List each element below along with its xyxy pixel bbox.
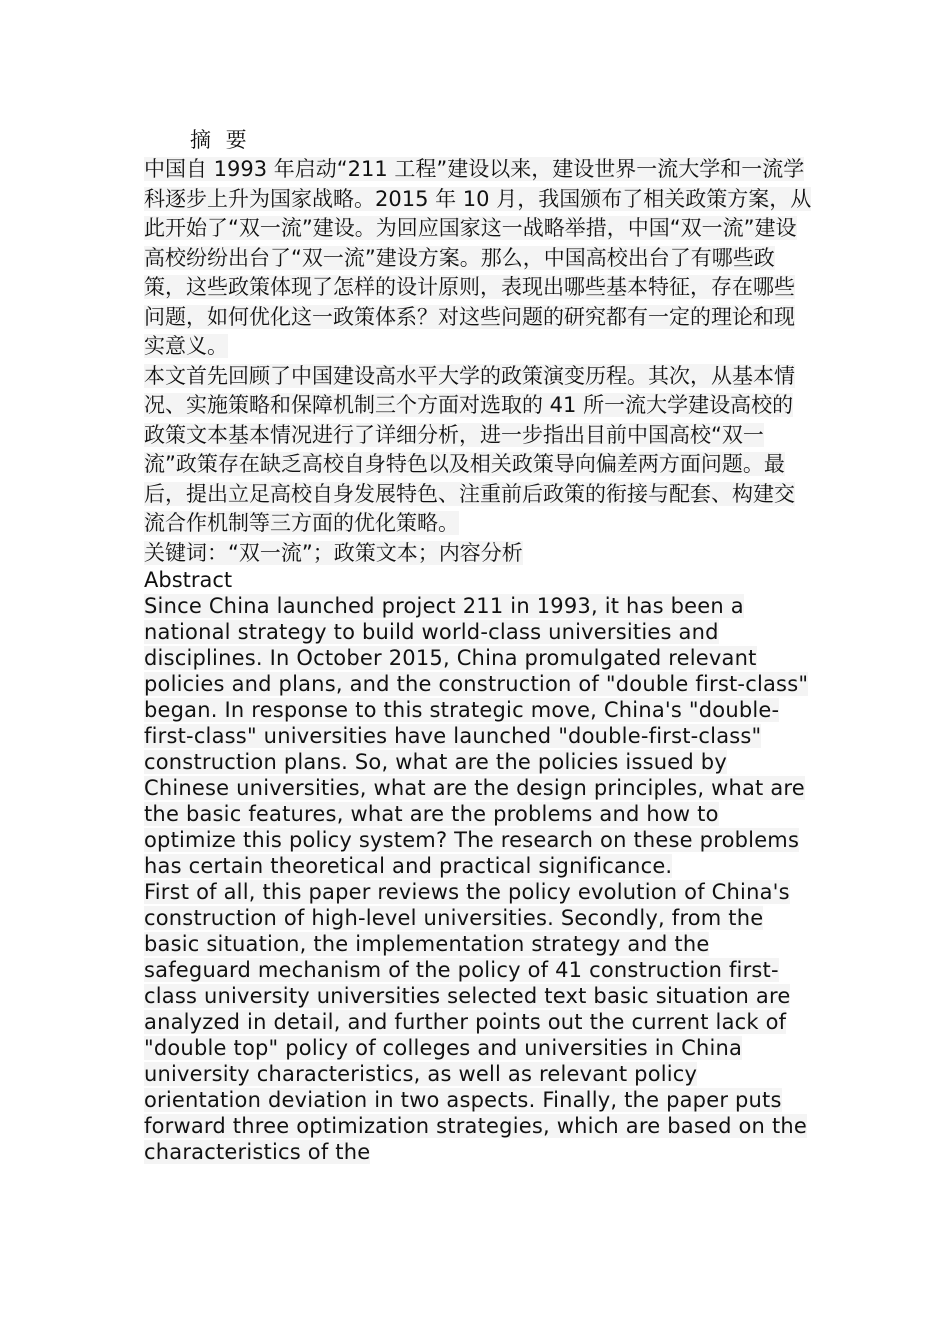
abstract-en-paragraph-1-text: Since China launched project 211 in 1993, it has been a national strategy to build world-class universities and disciplines. In October 2015, China promulgated relevant policies and plans, and the construction of "double first-class" began. In response to this strategic move, China's "double-first-class" universities have launched "double-first-class" construction plans. So, what are the policies issued by Chinese universities, what are the design principles, what are the basic features, what are the problems and how to optimize this policy system? The research on these problems has certain theoretical and practical significance. bbox=[144, 593, 809, 878]
keywords-zh bbox=[144, 539, 812, 567]
abstract-en-paragraph-2-text: First of all, this paper reviews the policy evolution of China's construction of high-level universities. Secondly, from the basic situation, the implementation strategy and the safeguard mechanism of the policy of 41 construction first-class university universities selected text basic situation are analyzed in detail, and further points out the current lack of "double top" policy of colleges and universities in China university characteristics, as well as relevant policy orientation deviation in two aspects. Finally, the paper puts forward three optimization strategies, which are based on the characteristics of the bbox=[144, 879, 808, 1164]
abstract-zh-paragraph-1 bbox=[144, 155, 812, 362]
abstract-zh-paragraph-1-text: 中国自 1993 年启动“211 工程”建设以来，建设世界一流大学和一流学科逐步上升为国家战略。2015 年 10 月，我国颁布了相关政策方案，从此开始了“双一流”建设。为回应国家这一战略举措，中国“双一流”建设高校纷纷出台了“双一流”建设方案。那么，中国高校出台了有哪些政策，这些政策体现了怎样的设计原则，表现出哪些基本特征，存在哪些问题，如何优化这一政策体系？对这些问题的研究都有一定的理论和现实意义。 bbox=[144, 157, 812, 358]
abstract-en-paragraph-2 bbox=[144, 879, 812, 1165]
abstract-zh-paragraph-2 bbox=[144, 362, 812, 539]
abstract-en-title: Abstract bbox=[144, 567, 233, 592]
keywords-zh-text: 关键词：“双一流”；政策文本；内容分析 bbox=[144, 540, 523, 565]
abstract-zh-title: 摘 要 bbox=[190, 128, 251, 152]
abstract-zh-paragraph-2-text: 本文首先回顾了中国建设高水平大学的政策演变历程。其次，从基本情况、实施策略和保障机制三个方面对选取的 41 所一流大学建设高校的政策文本基本情况进行了详细分析，进一步指出目前中国高校“双一流”政策存在缺乏高校自身特色以及相关政策导向偏差两方面问题。最后，提出立足高校自身发展特色、注重前后政策的衔接与配套、构建交流合作机制等三方面的优化策略。 bbox=[144, 363, 795, 535]
abstract-en-paragraph-1 bbox=[144, 593, 812, 879]
abstract-content bbox=[144, 126, 812, 1165]
